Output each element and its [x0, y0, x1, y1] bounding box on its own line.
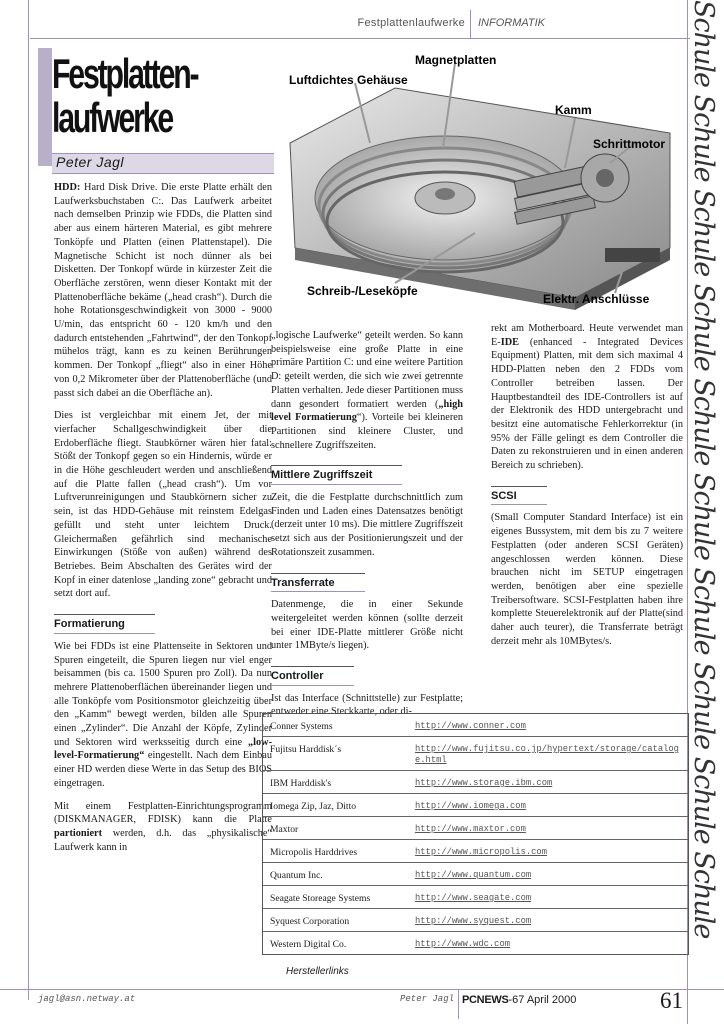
footer-brand: PCNEWS: [462, 994, 509, 1006]
footer-publication: [462, 994, 576, 1006]
paragraph-logisch: [271, 329, 463, 452]
link-name: Seagate Storeage Systems: [270, 893, 371, 904]
table-row: [263, 932, 688, 954]
link-url[interactable]: http://www.storage.ibm.com: [415, 778, 553, 788]
label-magnetplatten: Magnetplatten: [415, 53, 497, 67]
table-row: [263, 863, 688, 886]
paragraph-controller: Ist das Interface (Schnittstelle) zur Festplatte; entweder eine Steckkarte, oder di-: [271, 692, 463, 718]
manufacturer-links-table: [262, 713, 689, 955]
heading-transferrate: Transferrate: [271, 573, 365, 593]
link-url[interactable]: http://www.syquest.com: [415, 916, 532, 926]
link-name: Western Digital Co.: [270, 939, 347, 950]
hard-drive-figure: [275, 48, 685, 310]
link-url[interactable]: http://www.fujitsu.co.jp/hypertext/storage/cataloge.html: [415, 744, 679, 765]
link-url[interactable]: http://www.quantum.com: [415, 870, 532, 880]
header-separator: [470, 10, 471, 38]
link-url[interactable]: http://www.iomega.com: [415, 801, 526, 811]
table-row: [263, 714, 688, 737]
paragraph-partition-text-a: Mit einem Festplatten-Einrichtungsprogramm (DISKMANAGER, FDISK) kann die Platte: [54, 800, 272, 826]
label-kamm: Kamm: [555, 103, 592, 117]
footer-issue: -67 April 2000: [508, 994, 577, 1006]
link-name: Fujitsu Harddisk´s: [270, 744, 342, 755]
link-url[interactable]: http://www.seagate.com: [415, 893, 532, 903]
link-name: Quantum Inc.: [270, 870, 323, 881]
title-line-1: Festplatten-: [52, 50, 198, 97]
paragraph-hdd: [54, 181, 272, 400]
label-koepfe: Schreib-/Leseköpfe: [307, 284, 418, 298]
paragraph-ide-text-b: (enhanced - Integrated Devices Equipment) Platten, mit dem sich maximal 4 HDD-Platten neben den 2 FDDs vom Controller betreiben lassen. Der Hauptbestandteil des IDE-Controllers ist auf der Elektronik des HDD untergebracht und besitzt eine automatische Fehlerkorrektur (in 95% der Fälle gelingt es dem Controller die Daten zu rekonstruieren und in einen anderen Bereich zu schrieben).: [491, 336, 683, 472]
table-row: [263, 886, 688, 909]
term-low-level: „low-level-Formatierung“: [54, 736, 272, 762]
paragraph-scsi: (Small Computer Standard Interface) ist ein eigenes Bussystem, mit dem bis zu 7 weitere Festplatten (oder anderen SCSI Geräten) angeschlossen werden können. Diese brauchen nicht im SETUP eingetragen werden, benötigen aber eine spezielle Treibersoftware. SCSI-Festplatten haben ihre komplette Steuerelektronik auf der Platte(sind daher auch teurer), die Transferrate beträgt derzeit mehr als 10MBytes/s.: [491, 512, 683, 647]
link-name: Iomega Zip, Jaz, Ditto: [270, 801, 357, 812]
paragraph-logisch-text-a: „logische Laufwerke“ geteilt werden. So kann beispielsweise eine große Platte in eine primäre Partition C: und eine weitere Partition D: geteilt werden, die sich wie zwei getrennte Platten verhalten. Jede dieser Partitionen muss dann gesondert formatiert werden (: [271, 330, 463, 410]
paragraph-ide-text-a: rekt am Motherboard. Heute verwendet man E-: [491, 323, 683, 348]
header-rule: [30, 38, 690, 39]
term-hdd: HDD:: [54, 182, 81, 193]
table-row: [263, 794, 688, 817]
label-gehaeuse: Luftdichtes Gehäuse: [289, 73, 408, 87]
column-2: [271, 329, 463, 728]
paragraph-hdd-text: Hard Disk Drive. Die erste Platte erhält den Laufwerksbuchstaben C:. Das Laufwerk arbeitet nach demselben Prinzip wie FDDs, die Platten sind aber aus einem härteren Material, es gibt mehrere Tonköpfe und Platten (einen Plattenstapel). Die Magnetische Schicht ist noch dünner als bei Disketten. Der Tonkopf würde in kürzester Zeit die Oberfläche zerstören, wenn dieser Kontakt mit der Plattenoberfläche bekäme („head crash“). Durch die hohe Rotationsgeschwindigkeit von 3000 - 9000 U/min, das entspricht 60 - 120 km/h und den dadurch entstehenden „Fahrtwind“, der den Tonkopf mühelos trägt, kann es zu keinen Berührungen kommen. Der Tonkopf „fliegt“ also in einer Höhe von 0,2 Mikrometer über der Plattenoberfläche (und passt sich dabei an die Oberfläche an).: [54, 182, 272, 399]
table-row: [263, 771, 688, 794]
paragraph-formatierung-text-a: Wie bei FDDs ist eine Plattenseite in Sektoren und Spuren eingeteilt, die Spuren liegen nur viel enger beisammen (bis ca. 1500 Spuren pro Zoll). Da nun mehrere Plattenoberflächen übereinander liegen und alle Tonköpfe vom Positionsmotor gleichzeitig über den „Kamm“ bewegt werden, bilden alle Spuren einen „Zylinder“. Die Anzahl der Köpfe, Zylinder und Sektoren wird werksseitig durch eine: [54, 640, 272, 748]
footer-email[interactable]: jagl@asn.netway.at: [38, 994, 136, 1004]
paragraph-logisch-text-b: “). Vorteile bei kleineren Partitionen sind kleinere Cluster, und schnellere Zugriffszeiten.: [271, 412, 464, 451]
table-row: [263, 840, 688, 863]
table-row: [263, 909, 688, 932]
link-name: Conner Systems: [270, 721, 333, 732]
title-accent-bar: [38, 48, 52, 166]
heading-scsi: SCSI: [491, 486, 547, 506]
link-url[interactable]: http://www.maxtor.com: [415, 824, 526, 834]
link-name: IBM Harddisk's: [270, 778, 332, 789]
paragraph-formatierung: [54, 640, 272, 791]
column-1: [54, 181, 272, 863]
label-anschluesse: Elektr. Anschlüsse: [543, 292, 650, 306]
left-margin-rule: [28, 0, 29, 1000]
paragraph-formatierung-text-b: eingestellt. Nach dem Einbau einer HD werden diese Werte in das Setup des BIOS eingetragen.: [54, 750, 272, 789]
title-line-2: laufwerke: [52, 94, 173, 141]
side-script-text: Schule Schule Schule Schule Schule Schule Schule Schule Schule Schule: [688, 0, 719, 939]
header-category: INFORMATIK: [478, 17, 546, 29]
term-high-level: „high level Formatierung: [271, 398, 463, 424]
link-name: Micropolis Harddrives: [270, 847, 358, 858]
footer-separator: [458, 989, 459, 1019]
column-3: [491, 322, 683, 657]
link-name: Maxtor: [270, 824, 299, 835]
heading-controller: Controller: [271, 666, 354, 686]
side-decoration: [688, 0, 724, 1024]
paragraph-partition: [54, 800, 272, 855]
table-row: [263, 817, 688, 840]
term-partioniert: partioniert: [54, 827, 103, 839]
footer-author: Peter Jagl: [400, 994, 455, 1004]
paragraph-transferrate: Datenmenge, die in einer Sekunde weitergeleitet werden können (sollte derzeit bei einer IDE-Platte mittlerer Größe nicht unter 1MByte/s liegen).: [271, 599, 463, 652]
paragraph-ide: [491, 322, 683, 473]
author-name: Peter Jagl: [56, 154, 125, 170]
link-url[interactable]: http://www.conner.com: [415, 721, 526, 731]
link-url[interactable]: http://www.micropolis.com: [415, 847, 547, 857]
paragraph-partition-text-b: werden, d.h. das „physikalische“ Laufwerk kann in: [54, 827, 272, 853]
paragraph-zugriffszeit: Zeit, die die Festplatte durchschnittlich zum Finden und Laden eines Datensatzes benötigt (derzeit unter 10 ms). Die mittlere Zugriffszeit setzt sich aus der Positionierungszeit und der Rotationszeit zusammen.: [271, 492, 463, 558]
link-name: Syquest Corporation: [270, 916, 350, 927]
link-url[interactable]: http://www.wdc.com: [415, 939, 511, 949]
heading-zugriffszeit: Mittlere Zugriffszeit: [271, 465, 402, 485]
footer-rule: [0, 989, 724, 990]
table-caption: Herstellerlinks: [286, 966, 349, 977]
header-section: Festplattenlaufwerke: [357, 17, 465, 29]
term-ide: IDE: [500, 336, 520, 348]
paragraph-jet: Dies ist vergleichbar mit einem Jet, der mit vierfacher Schallgeschwindigkeit über die Erdoberfläche fliegt. Staubkörner wären hier fatal: Stößt der Tonkopf gegen so ein Hindernis, würde er in die Höhe geschleudert werden und anschließend auf die Platte fallen („head crash“). Um vor Luftverunreinigungen und Staubkörnern sicher zu sein, ist das HDD-Gehäuse mit reinstem Edelgas gefüllt und steht unter leichtem Druck. Gleichermaßen gefährlich sind mechanische Einwirkungen (Stöße von außen) während des Betriebes. Beim Abschalten des Gerätes wird der Kopf in einer datenlose „landing zone“ gebracht und setzt dort auf.: [54, 410, 272, 600]
label-schrittmotor: Schrittmotor: [593, 137, 665, 151]
page-number: 61: [660, 988, 683, 1013]
article-title: [52, 52, 197, 140]
heading-formatierung: Formatierung: [54, 614, 155, 634]
table-row: [263, 737, 688, 771]
